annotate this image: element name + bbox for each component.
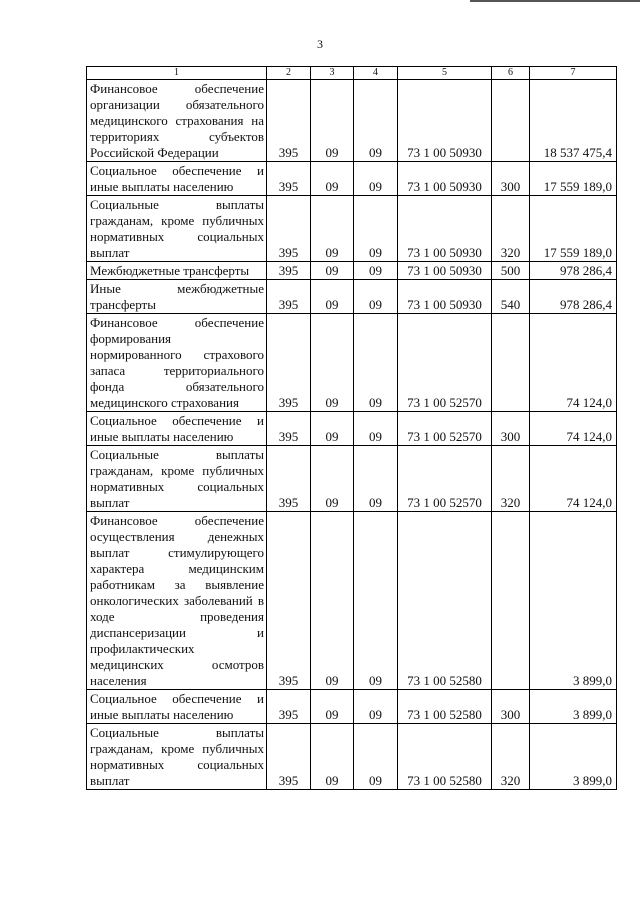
- expense-type-cell: [492, 80, 530, 162]
- expense-type-cell: [492, 314, 530, 412]
- column-header: 3: [311, 67, 354, 80]
- column-header: 5: [398, 67, 492, 80]
- budget-table: [86, 66, 617, 790]
- section-code-cell: 09: [311, 162, 354, 196]
- target-article-cell: 73 1 00 50930: [398, 196, 492, 262]
- row-name-cell: Социальное обеспечение и иные выплаты населению: [87, 412, 267, 446]
- expense-type-cell: 500: [492, 262, 530, 280]
- target-article-cell: 73 1 00 52580: [398, 512, 492, 690]
- amount-cell: 978 286,4: [530, 280, 617, 314]
- subsection-code-cell: 09: [354, 512, 398, 690]
- section-code-cell: 09: [311, 280, 354, 314]
- table-row: [87, 412, 617, 446]
- ministry-code-cell: 395: [267, 280, 311, 314]
- ministry-code-cell: 395: [267, 162, 311, 196]
- section-code-cell: 09: [311, 690, 354, 724]
- top-rule: [470, 0, 640, 2]
- amount-cell: 74 124,0: [530, 314, 617, 412]
- subsection-code-cell: 09: [354, 446, 398, 512]
- section-code-cell: 09: [311, 724, 354, 790]
- ministry-code-cell: 395: [267, 690, 311, 724]
- section-code-cell: 09: [311, 412, 354, 446]
- column-header: 4: [354, 67, 398, 80]
- row-name-cell: Финансовое обеспечение организации обязательного медицинского страхования на территориях субъектов Российской Федерации: [87, 80, 267, 162]
- ministry-code-cell: 395: [267, 412, 311, 446]
- amount-cell: 74 124,0: [530, 412, 617, 446]
- ministry-code-cell: 395: [267, 512, 311, 690]
- amount-cell: 17 559 189,0: [530, 162, 617, 196]
- column-header: 7: [530, 67, 617, 80]
- table-body: [87, 80, 617, 790]
- amount-cell: 3 899,0: [530, 724, 617, 790]
- table-row: [87, 262, 617, 280]
- target-article-cell: 73 1 00 52580: [398, 690, 492, 724]
- row-name-cell: Социальное обеспечение и иные выплаты населению: [87, 162, 267, 196]
- amount-cell: 3 899,0: [530, 690, 617, 724]
- subsection-code-cell: 09: [354, 280, 398, 314]
- target-article-cell: 73 1 00 50930: [398, 262, 492, 280]
- row-name-cell: Иные межбюджетные трансферты: [87, 280, 267, 314]
- expense-type-cell: 300: [492, 412, 530, 446]
- section-code-cell: 09: [311, 262, 354, 280]
- ministry-code-cell: 395: [267, 724, 311, 790]
- expense-type-cell: 320: [492, 196, 530, 262]
- row-name-cell: Социальное обеспечение и иные выплаты населению: [87, 690, 267, 724]
- row-name-cell: Межбюджетные трансферты: [87, 262, 267, 280]
- amount-cell: 978 286,4: [530, 262, 617, 280]
- subsection-code-cell: 09: [354, 196, 398, 262]
- ministry-code-cell: 395: [267, 446, 311, 512]
- expense-type-cell: [492, 512, 530, 690]
- table-row: [87, 724, 617, 790]
- subsection-code-cell: 09: [354, 724, 398, 790]
- page-number: 3: [317, 37, 323, 51]
- subsection-code-cell: 09: [354, 412, 398, 446]
- table-row: [87, 314, 617, 412]
- amount-cell: 17 559 189,0: [530, 196, 617, 262]
- subsection-code-cell: 09: [354, 314, 398, 412]
- section-code-cell: 09: [311, 314, 354, 412]
- row-name-cell: Финансовое обеспечение формирования нормированного страхового запаса территориального фонда обязательного медицинского страхования: [87, 314, 267, 412]
- subsection-code-cell: 09: [354, 162, 398, 196]
- column-header: 6: [492, 67, 530, 80]
- target-article-cell: 73 1 00 50930: [398, 280, 492, 314]
- header-row: [87, 67, 617, 80]
- table-row: [87, 80, 617, 162]
- expense-type-cell: 320: [492, 446, 530, 512]
- section-code-cell: 09: [311, 80, 354, 162]
- subsection-code-cell: 09: [354, 690, 398, 724]
- subsection-code-cell: 09: [354, 262, 398, 280]
- table-row: [87, 446, 617, 512]
- table-row: [87, 690, 617, 724]
- ministry-code-cell: 395: [267, 262, 311, 280]
- target-article-cell: 73 1 00 50930: [398, 162, 492, 196]
- subsection-code-cell: 09: [354, 80, 398, 162]
- target-article-cell: 73 1 00 52570: [398, 314, 492, 412]
- target-article-cell: 73 1 00 52580: [398, 724, 492, 790]
- section-code-cell: 09: [311, 512, 354, 690]
- target-article-cell: 73 1 00 52570: [398, 446, 492, 512]
- table-row: [87, 280, 617, 314]
- column-header: 2: [267, 67, 311, 80]
- row-name-cell: Финансовое обеспечение осуществления денежных выплат стимулирующего характера медицинским работникам за выявление онкологических заболеваний в ходе проведения диспансеризации и профилактических медицинских осмотров населения: [87, 512, 267, 690]
- row-name-cell: Социальные выплаты гражданам, кроме публичных нормативных социальных выплат: [87, 446, 267, 512]
- amount-cell: 3 899,0: [530, 512, 617, 690]
- table-row: [87, 512, 617, 690]
- expense-type-cell: 320: [492, 724, 530, 790]
- ministry-code-cell: 395: [267, 80, 311, 162]
- target-article-cell: 73 1 00 50930: [398, 80, 492, 162]
- expense-type-cell: 300: [492, 690, 530, 724]
- amount-cell: 18 537 475,4: [530, 80, 617, 162]
- target-article-cell: 73 1 00 52570: [398, 412, 492, 446]
- section-code-cell: 09: [311, 446, 354, 512]
- expense-type-cell: 300: [492, 162, 530, 196]
- row-name-cell: Социальные выплаты гражданам, кроме публичных нормативных социальных выплат: [87, 196, 267, 262]
- table-row: [87, 162, 617, 196]
- table-row: [87, 196, 617, 262]
- section-code-cell: 09: [311, 196, 354, 262]
- row-name-cell: Социальные выплаты гражданам, кроме публичных нормативных социальных выплат: [87, 724, 267, 790]
- ministry-code-cell: 395: [267, 196, 311, 262]
- expense-type-cell: 540: [492, 280, 530, 314]
- amount-cell: 74 124,0: [530, 446, 617, 512]
- ministry-code-cell: 395: [267, 314, 311, 412]
- column-header: 1: [87, 67, 267, 80]
